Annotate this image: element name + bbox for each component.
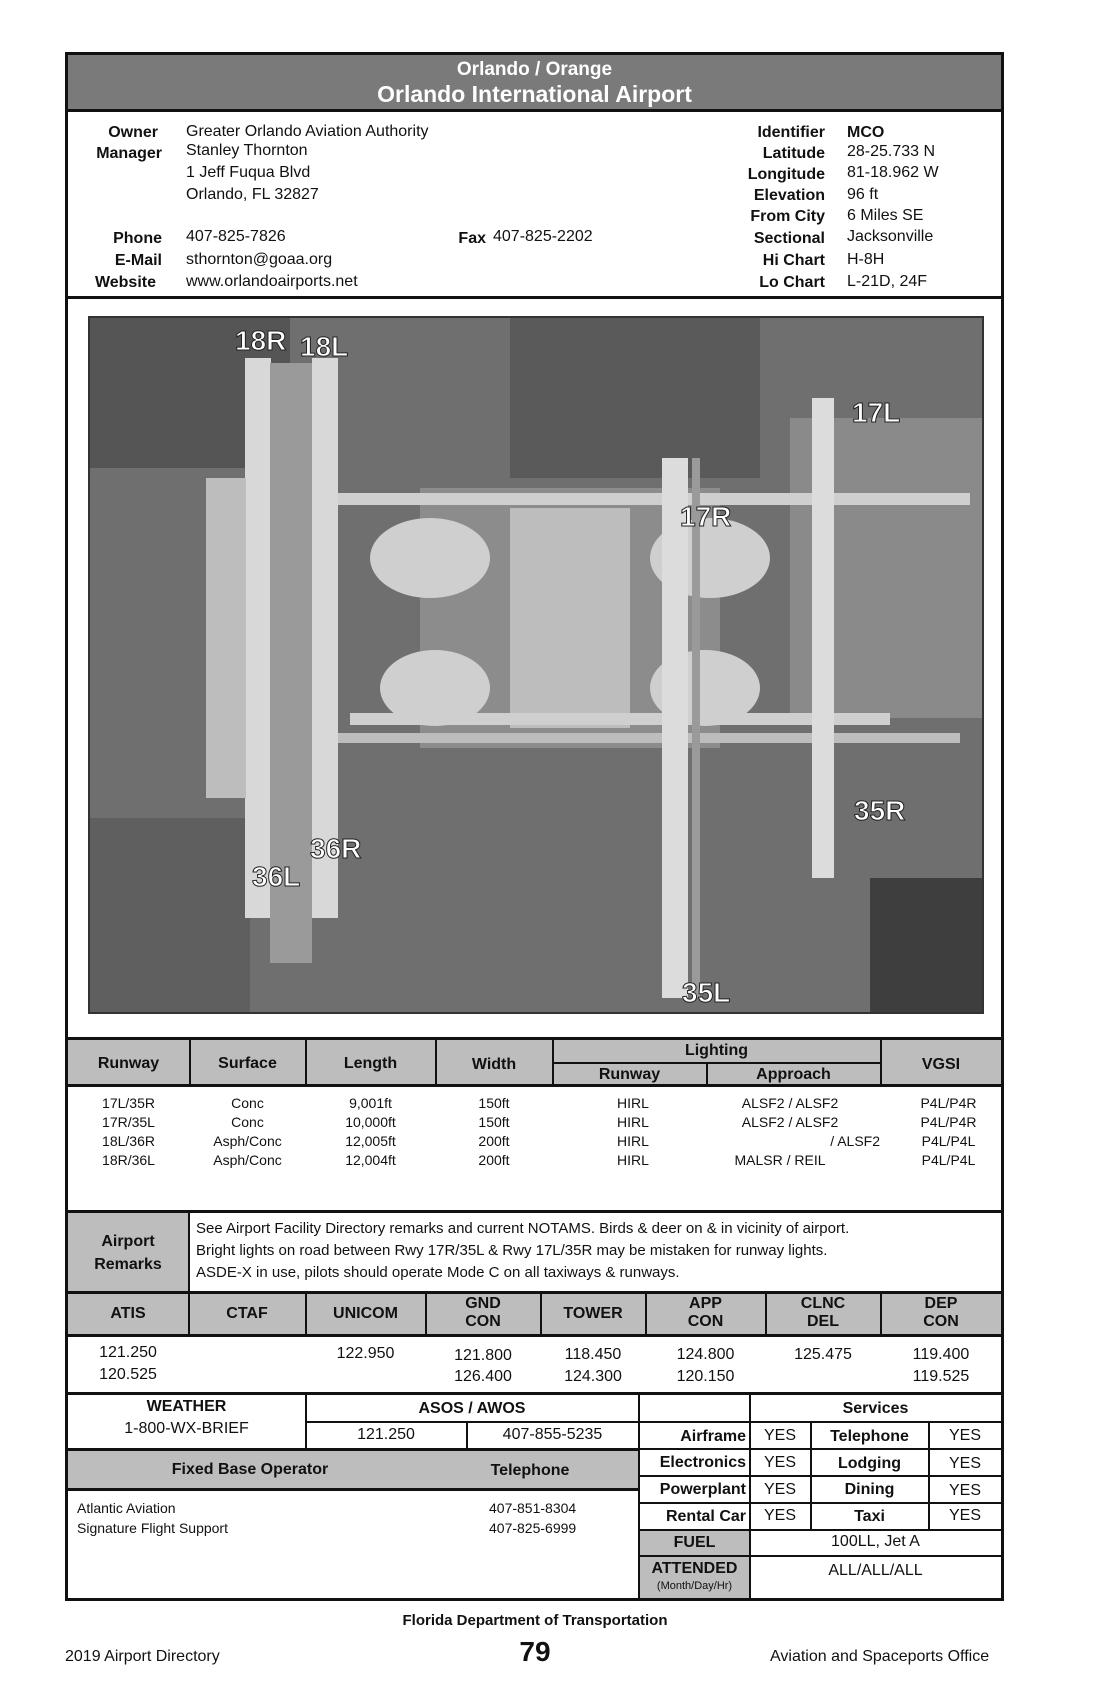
remarks-label-1: Airport	[101, 1233, 155, 1250]
gnd-freq-1: 121.800	[454, 1347, 512, 1364]
tower-freq-2: 124.300	[564, 1368, 622, 1385]
airport-header	[68, 55, 1001, 112]
col-gnd-line1: GND	[465, 1295, 501, 1312]
col-length: Length	[343, 1055, 398, 1072]
atis-freq-1: 121.250	[99, 1344, 157, 1361]
col-atis: ATIS	[110, 1305, 146, 1322]
col-lighting-runway: Runway	[598, 1066, 661, 1083]
atis-freq-2: 120.525	[99, 1366, 157, 1383]
services-label: Services	[842, 1400, 909, 1417]
phone-value: 407-825-7826	[186, 228, 286, 245]
cell-runway: 17R/35L	[102, 1114, 155, 1130]
hi-chart-label: Hi Chart	[762, 252, 825, 269]
weather-label: WEATHER	[146, 1398, 227, 1415]
telephone-label: Telephone	[830, 1428, 909, 1445]
cell-vgsi: P4L/P4R	[920, 1114, 977, 1130]
label-17r: 17R	[680, 501, 732, 532]
label-36r: 36R	[310, 833, 362, 864]
identifier-label: Identifier	[757, 124, 825, 141]
weather-value: 1-800-WX-BRIEF	[124, 1420, 249, 1437]
divider	[68, 1488, 638, 1491]
col-vgsi: VGSI	[921, 1056, 961, 1073]
col-clnc-del	[766, 1295, 880, 1331]
fbo-label: Fixed Base Operator	[171, 1461, 329, 1478]
cell-vgsi: P4L/P4L	[921, 1152, 976, 1168]
lodging-value: YES	[948, 1455, 981, 1472]
col-app-con	[646, 1295, 765, 1331]
divider	[639, 1475, 1001, 1477]
asos-phone: 407-855-5235	[502, 1426, 603, 1443]
email-value: sthornton@goaa.org	[186, 251, 333, 268]
col-dep-line2: CON	[923, 1313, 959, 1330]
cell-width: 200ft	[478, 1133, 510, 1149]
attended-label: ATTENDED	[651, 1560, 738, 1577]
manager-label: Manager	[96, 145, 162, 162]
lodging-label: Lodging	[837, 1455, 902, 1472]
cell-vgsi: P4L/P4L	[921, 1133, 976, 1149]
cell-approach: ALSF2 / ALSF2	[741, 1095, 839, 1111]
latitude-value: 28-25.733 N	[847, 143, 936, 160]
col-dep-line1: DEP	[924, 1295, 958, 1312]
dining-value: YES	[948, 1482, 981, 1499]
dep-freq-2: 119.525	[912, 1368, 970, 1385]
cell-runway: 18L/36R	[102, 1133, 155, 1149]
website-link[interactable]: www.orlandoairports.net	[186, 273, 358, 290]
cell-surface: Asph/Conc	[213, 1152, 282, 1168]
cell-surface: Conc	[231, 1095, 264, 1111]
clnc-freq: 125.475	[794, 1346, 852, 1363]
app-freq-2: 120.150	[676, 1368, 735, 1385]
remarks-label-2: Remarks	[94, 1256, 162, 1273]
label-36l: 36L	[252, 861, 301, 892]
col-gnd-con	[426, 1295, 540, 1331]
gnd-freq-2: 126.400	[454, 1368, 512, 1385]
cell-vgsi: P4L/P4R	[920, 1095, 977, 1111]
city-county: Orlando / Orange	[456, 59, 613, 80]
col-dep-con	[881, 1295, 1001, 1331]
col-lighting: Lighting	[684, 1042, 749, 1059]
col-ctaf: CTAF	[226, 1305, 268, 1322]
lo-chart-label: Lo Chart	[759, 274, 825, 291]
cell-length: 12,004ft	[345, 1152, 396, 1168]
footer-right: Aviation and Spaceports Office	[770, 1648, 990, 1665]
website-value[interactable]	[186, 273, 358, 291]
col-tower: TOWER	[563, 1305, 623, 1322]
hi-chart-value: H-8H	[847, 251, 885, 268]
identifier-value: MCO	[847, 124, 885, 141]
powerplant-label: Powerplant	[659, 1481, 746, 1498]
cell-approach: / ALSF2	[830, 1133, 880, 1149]
elevation-value: 96 ft	[847, 186, 879, 203]
longitude-value: 81-18.962 W	[847, 164, 939, 181]
address-line2: Orlando, FL 32827	[186, 186, 319, 203]
cell-approach: MALSR / REIL	[734, 1152, 826, 1168]
attended-value: ALL/ALL/ALL	[828, 1562, 923, 1579]
label-17l: 17L	[852, 397, 901, 428]
remarks-label-bg	[68, 1213, 188, 1291]
fbo-phone: 407-851-8304	[489, 1500, 577, 1516]
dining-label: Dining	[844, 1481, 895, 1498]
fbo-phone-label: Telephone	[490, 1462, 570, 1479]
col-lighting-approach: Approach	[756, 1066, 831, 1083]
fbo-phone: 407-825-6999	[489, 1520, 577, 1536]
fuel-label: FUEL	[673, 1534, 716, 1551]
cell-width: 200ft	[478, 1152, 510, 1168]
cell-runway: 17L/35R	[102, 1095, 155, 1111]
col-width: Width	[471, 1056, 517, 1073]
telephone-value: YES	[948, 1427, 981, 1444]
divider	[68, 1392, 1001, 1395]
col-gnd-line2: CON	[465, 1313, 501, 1330]
divider	[68, 1334, 1001, 1337]
cell-rwy-light: HIRL	[617, 1133, 649, 1149]
col-surface: Surface	[218, 1055, 277, 1072]
unicom-freq: 122.950	[336, 1345, 395, 1362]
email-label: E-Mail	[114, 252, 162, 269]
fbo-name: Atlantic Aviation	[77, 1500, 176, 1516]
elevation-label: Elevation	[753, 187, 825, 204]
latitude-label: Latitude	[762, 145, 825, 162]
owner-label: Owner	[108, 124, 158, 141]
taxi-value: YES	[948, 1507, 981, 1524]
cell-surface: Asph/Conc	[213, 1133, 282, 1149]
remarks-line-3: ASDE-X in use, pilots should operate Mode C on all taxiways & runways.	[196, 1264, 680, 1281]
label-18l: 18L	[300, 331, 349, 362]
footer-left: 2019 Airport Directory	[65, 1648, 220, 1665]
col-app-line1: APP	[689, 1295, 722, 1312]
fax-value: 407-825-2202	[493, 228, 593, 245]
cell-runway: 18R/36L	[102, 1152, 155, 1168]
dep-freq-1: 119.400	[912, 1346, 970, 1363]
phone-label: Phone	[113, 230, 162, 247]
tower-freq-1: 118.450	[564, 1346, 622, 1363]
electronics-value: YES	[763, 1454, 796, 1471]
col-clnc-line1: CLNC	[800, 1295, 846, 1312]
sectional-label: Sectional	[753, 230, 825, 247]
airframe-label: Airframe	[680, 1428, 746, 1445]
divider	[553, 1062, 881, 1064]
address-line1: 1 Jeff Fuqua Blvd	[186, 164, 311, 181]
cell-rwy-light: HIRL	[617, 1095, 649, 1111]
taxi-label: Taxi	[854, 1508, 885, 1525]
fbo-name: Signature Flight Support	[77, 1520, 228, 1536]
electronics-label: Electronics	[659, 1454, 746, 1471]
airport-aerial-photo	[88, 316, 984, 1014]
divider	[68, 1084, 1001, 1087]
divider	[188, 1213, 190, 1291]
cell-rwy-light: HIRL	[617, 1152, 649, 1168]
cell-length: 12,005ft	[345, 1133, 396, 1149]
cell-width: 150ft	[478, 1095, 510, 1111]
remarks-line-2: Bright lights on road between Rwy 17R/35L & Rwy 17L/35R may be mistaken for runway lights.	[196, 1242, 828, 1259]
aerial-diagram	[90, 318, 984, 1014]
divider	[639, 1502, 1001, 1504]
app-freq-1: 124.800	[676, 1346, 735, 1363]
cell-width: 150ft	[478, 1114, 510, 1130]
lo-chart-value: L-21D, 24F	[847, 273, 928, 290]
col-unicom: UNICOM	[333, 1305, 398, 1322]
longitude-label: Longitude	[747, 166, 825, 183]
label-18r: 18R	[235, 325, 287, 356]
attended-sub: (Month/Day/Hr)	[656, 1580, 733, 1592]
label-35r: 35R	[854, 795, 906, 826]
fuel-value: 100LL, Jet A	[831, 1533, 920, 1550]
col-clnc-line2: DEL	[807, 1313, 839, 1330]
col-runway: Runway	[97, 1055, 160, 1072]
page-number: 79	[519, 1636, 551, 1667]
from-city-value: 6 Miles SE	[847, 207, 924, 224]
divider	[306, 1421, 638, 1423]
website-label: Website	[94, 274, 156, 291]
cell-length: 10,000ft	[345, 1114, 396, 1130]
footer-agency: Florida Department of Transportation	[402, 1612, 668, 1629]
rental-car-label: Rental Car	[665, 1508, 746, 1525]
divider	[639, 1421, 1001, 1423]
fax-label: Fax	[458, 230, 486, 247]
cell-approach: ALSF2 / ALSF2	[741, 1114, 839, 1130]
airframe-value: YES	[763, 1427, 796, 1444]
manager-value: Stanley Thornton	[186, 142, 308, 159]
powerplant-value: YES	[763, 1481, 796, 1498]
cell-rwy-light: HIRL	[617, 1114, 649, 1130]
divider	[68, 1210, 1001, 1213]
cell-surface: Conc	[231, 1114, 264, 1130]
asos-label: ASOS / AWOS	[418, 1400, 526, 1417]
remarks-line-1: See Airport Facility Directory remarks and current NOTAMS. Birds & deer on & in vicinity of airport.	[196, 1220, 850, 1237]
from-city-label: From City	[750, 208, 825, 225]
col-app-line2: CON	[687, 1313, 724, 1330]
label-35l: 35L	[682, 977, 731, 1008]
divider	[639, 1448, 1001, 1450]
asos-freq: 121.250	[357, 1426, 415, 1443]
sectional-value: Jacksonville	[847, 228, 934, 245]
airport-name: Orlando International Airport	[377, 81, 692, 107]
rental-car-value: YES	[763, 1507, 796, 1524]
owner-value: Greater Orlando Aviation Authority	[186, 123, 429, 140]
cell-length: 9,001ft	[349, 1095, 392, 1111]
divider	[68, 296, 1001, 299]
